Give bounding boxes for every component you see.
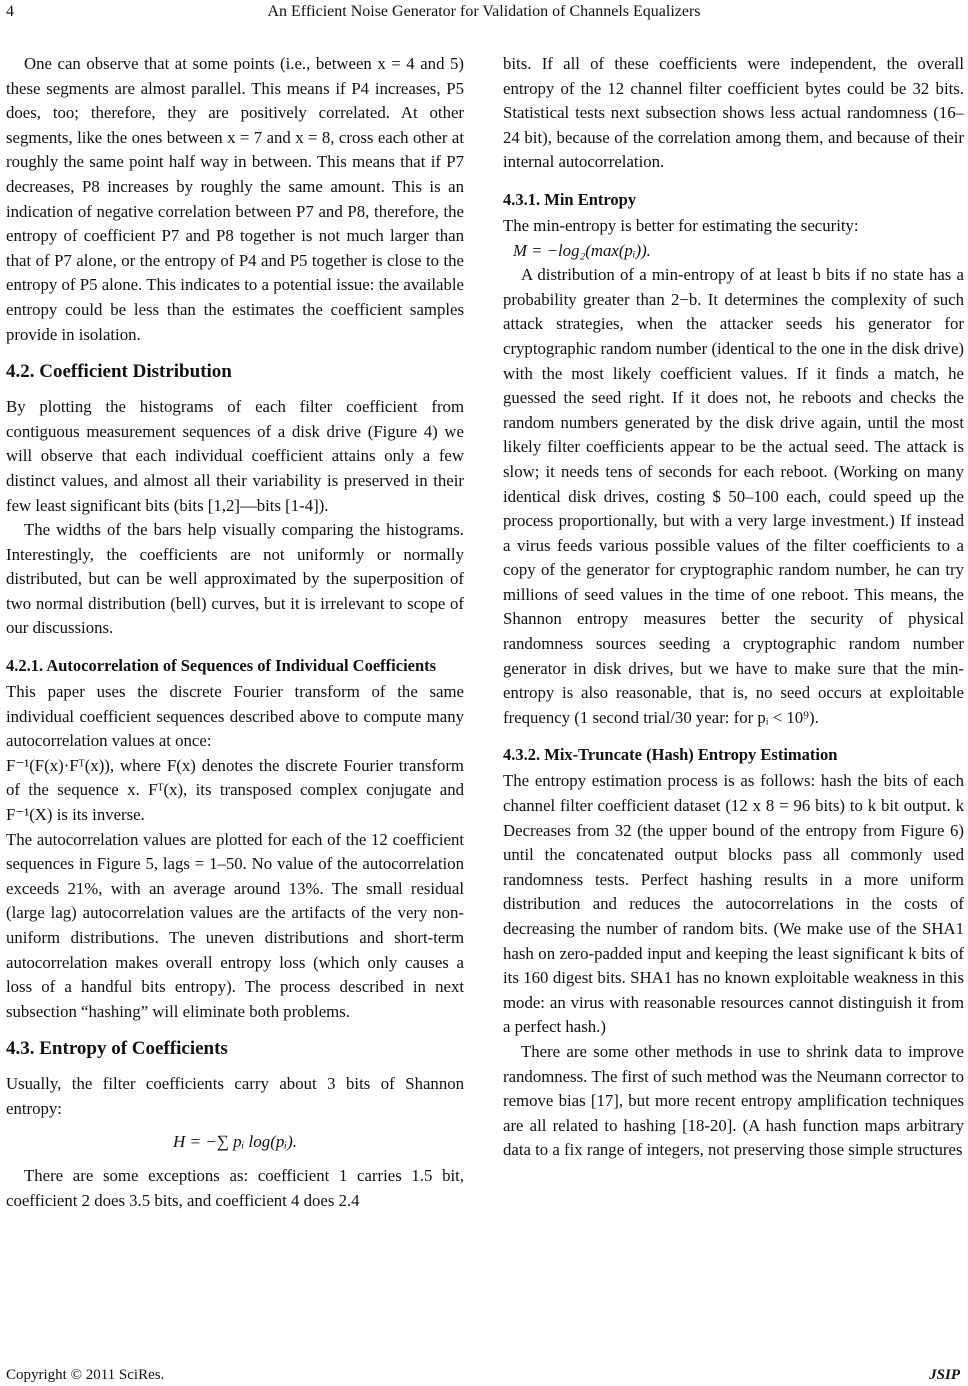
running-title: An Efficient Noise Generator for Validation of Channels Equalizers	[267, 3, 701, 20]
paragraph: The autocorrelation values are plotted for each of the 12 coefficient sequences in Figure 5, lags = 1–50. No value of the autocorrelation exceeds 21%, with an average around 13%. The small residual (large lag) autocorrelation values are the artifacts of the very non-uniform distributions. The uneven distributions and short-term autocorrelation makes overall entropy loss (which only causes a loss of a handful bits entropy). The process described in next subsection “hashing” will eliminate both problems.	[6, 829, 464, 1021]
page-footer	[0, 1364, 968, 1386]
left-column	[6, 52, 464, 1213]
paragraph: The min-entropy is better for estimating the security:	[503, 215, 859, 235]
paragraph: A distribution of a min-entropy of at least b bits if no state has a probability greater than 2−b. It determines the complexity of such attack strategies, when the attacker seeds his generator for cryptographic random number (identical to the one in the disk drive) with the most likely coefficient values. If it finds a match, he guessed the seed right. If it does not, he reboots and checks the random numbers generated by the disk drive again, until the most likely filter coefficients appear to be the actual seed. The attack is slow; it needs tens of seconds for each reboot. (Working on many identical disk drives, costing $ 50–100 each, could speed up the process proportionally, but with a very large investment.) If instead a virus feeds various possible values of the filter coefficients to a copy of the generator for cryptographic random number, he can try millions of seed values in the time of one reboot. This means, the Shannon entropy measures better the security of physical randomness sources seeding a cryptographic random number generator in disk drives, but we have to make sure that the min-entropy is also reasonable, that is, no seed occurs at exploitable frequency (1 second trial/30 year: for pᵢ < 10⁹).	[503, 265, 964, 727]
paragraph: bits. If all of these coefficients were independent, the overall entropy of the 12 channel filter coefficient bytes could be 32 bits. Statistical tests next subsection shows less actual randomness (16–24 bit), because of the correlation among them, and because of their internal autocorrelation.	[503, 54, 964, 172]
shannon-equation: H = −∑ pᵢ log(pᵢ).	[172, 1131, 297, 1151]
subsection-heading: 4.3.1. Min Entropy	[503, 189, 637, 209]
right-column	[503, 52, 964, 1163]
journal-name: JSIP	[929, 1367, 960, 1383]
subsection-heading: 4.3.2. Mix-Truncate (Hash) Entropy Estimation	[503, 745, 838, 765]
paragraph-formula: F⁻¹(F(x)·Fᵀ(x)), where F(x) denotes the discrete Fourier transform of the sequence x. Fᵀ(x), its transposed complex conjugate and F⁻¹(X) is its inverse.	[6, 755, 464, 825]
section-heading: 4.2. Coefficient Distribution	[6, 361, 232, 383]
paragraph: The widths of the bars help visually comparing the histograms. Interestingly, the coefficients are not uniformly or normally distributed, but can be well approximated by the superposition of two normal distribution (bell) curves, but it is irrelevant to scope of our discussions.	[6, 520, 464, 638]
paragraph: Usually, the filter coefficients carry about 3 bits of Shannon entropy:	[6, 1074, 464, 1118]
paragraph: One can observe that at some points (i.e., between x = 4 and 5) these segments are almost parallel. This means if P4 increases, P5 does, too; therefore, they are positively correlated. At other segments, like the ones between x = 7 and x = 8, cross each other at roughly the same point half way in between. This means that if P7 decreases, P8 increases by roughly the same amount. This is an indication of negative correlation between P7 and P8, therefore, the entropy of coefficient P7 and P8 together is not much larger than that of P7 alone, or the entropy of P4 and P5 together is close to the entropy of P5 alone. This indicates to a potential issue: the available entropy could be less than the estimates the coefficient samples provide in isolation.	[6, 54, 464, 344]
paragraph: By plotting the histograms of each filter coefficient from contiguous measurement sequences of a disk drive (Figure 4) we will observe that each individual coefficient attains only a few distinct values, and almost all their variability is preserved in their few least significant bits (bits [1,2]—bits [1-4]).	[6, 397, 464, 515]
section-heading: 4.3. Entropy of Coefficients	[6, 1038, 228, 1060]
paragraph: There are some exceptions as: coefficient 1 carries 1.5 bit, coefficient 2 does 3.5 bits, and coefficient 4 does 2.4	[6, 1166, 464, 1210]
subsection-heading: 4.2.1. Autocorrelation of Sequences of Individual Coefficients	[6, 656, 437, 676]
min-entropy-equation: M = −log₂(max(pᵢ)).	[513, 240, 651, 260]
copyright-text: Copyright © 2011 SciRes.	[6, 1367, 165, 1383]
page-number: 4	[6, 3, 14, 20]
page-header	[0, 0, 968, 24]
paragraph: There are some other methods in use to shrink data to improve randomness. The first of such method was the Neumann corrector to remove bias [17], but more recent entropy amplification techniques are all related to hashing [18-20]. (A hash function maps arbitrary data to a fix range of integers, not preserving those simple structures	[503, 1041, 964, 1160]
paragraph: This paper uses the discrete Fourier transform of the same individual coefficient sequences described above to compute many autocorrelation values at once:	[6, 682, 464, 751]
paragraph: The entropy estimation process is as follows: hash the bits of each channel filter coefficient dataset (12 x 8 = 96 bits) to k bit output. k Decreases from 32 (the upper bound of the entropy from Figure 6) until the concatenated output blocks pass all commonly used randomness tests. Perfect hashing results in a more uniform distribution and reduces the autocorrelations in the costs of decreasing the number of random bits. (We make use of the SHA1 hash on zero-padded input and keeping the least significant k bits of its 160 digest bits. SHA1 has no known exploitable weakness in this mode: an virus with reasonable resources cannot distinguish it from a perfect hash.)	[503, 771, 964, 1037]
